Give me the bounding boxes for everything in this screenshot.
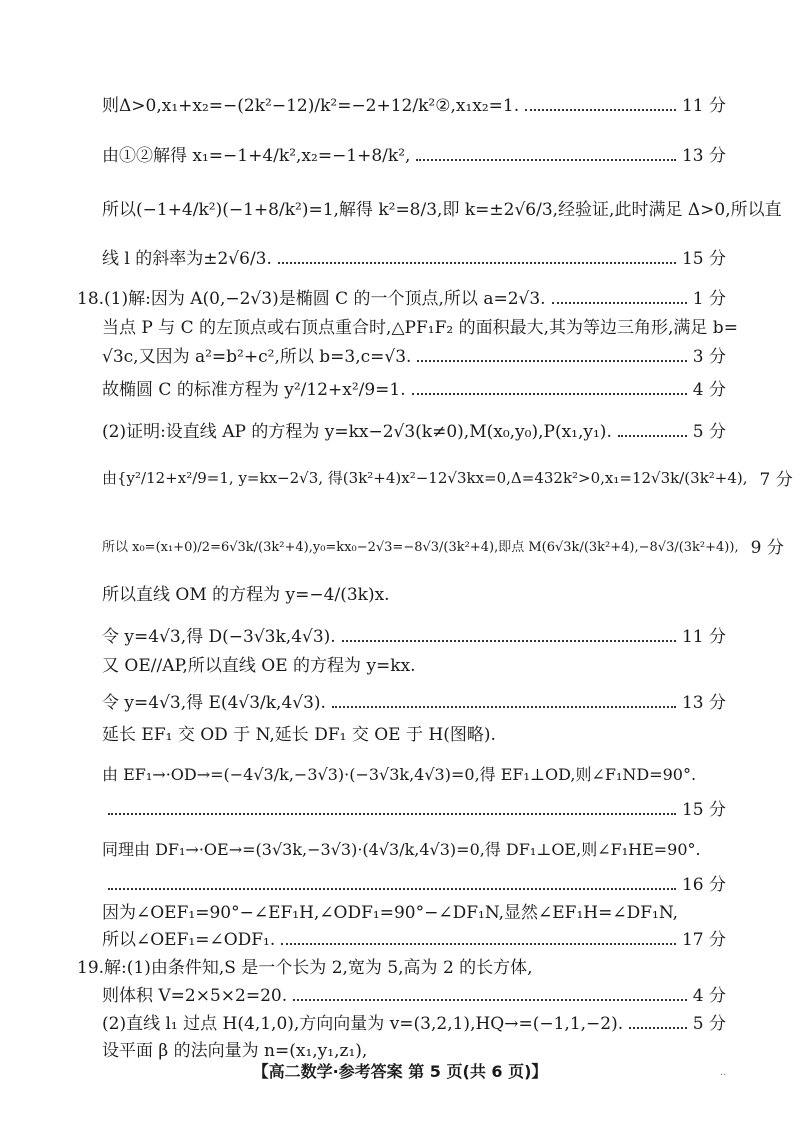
score-label: 15 分	[681, 800, 726, 820]
score-label: 5 分	[692, 1014, 726, 1034]
text-line-angles: 因为∠OEF₁=90°−∠EF₁H,∠ODF₁=90°−∠DF₁N,显然∠EF₁H=∠DF₁N,	[102, 903, 679, 923]
leader-dots	[417, 360, 686, 362]
leader-dots	[342, 640, 676, 642]
text-line-om: 所以直线 OM 的方程为 y=−4/(3k)x.	[102, 585, 390, 605]
leader-dots	[416, 159, 676, 161]
score-label: 13 分	[681, 146, 726, 166]
text-line-delta: 则Δ>0,x₁+x₂=−(2k²−12)/k²=−2+12/k²②,x₁x₂=1. 11 分	[102, 91, 726, 116]
text-line-point-m: 所以 x₀=(x₁+0)/2=6√3k/(3k²+4),y₀=kx₀−2√3=−8√3/(3k²+4),即点 M(6√3k/(3k²+4),−8√3/(3k²+4)), 9 分	[102, 533, 726, 558]
score-label: 15 分	[681, 249, 726, 269]
score-label: 9 分	[750, 538, 784, 558]
leader-dots	[332, 706, 676, 708]
leader-dots	[552, 302, 687, 304]
text-line-score-15	[102, 795, 726, 820]
text-line-extend: 延长 EF₁ 交 OD 于 N,延长 DF₁ 交 OE 于 H(图略).	[102, 725, 496, 745]
text-line-point-e: 令 y=4√3,得 E(4√3/k,4√3). 13 分	[102, 688, 726, 713]
text-line-point-d: 令 y=4√3,得 D(−3√3k,4√3). 11 分	[102, 622, 726, 647]
leader-dots	[278, 262, 676, 264]
text-line-solve-x: 由①②解得 x₁=−1+4/k²,x₂=−1+8/k², 13 分	[102, 141, 726, 166]
leader-dots	[629, 1027, 687, 1029]
text-line-solve-k: 所以(−1+4/k²)(−1+8/k²)=1,解得 k²=8/3,即 k=±2√6/3,经验证,此时满足 Δ>0,所以直	[102, 200, 782, 220]
text-line-perp-od: 由 EF₁→·OD→=(−4√3/k,−3√3)·(−3√3k,4√3)=0,得 EF₁⊥OD,则∠F₁ND=90°.	[102, 765, 697, 784]
q18-part1-line: 18.(1)解:因为 A(0,−2√3)是椭圆 C 的一个顶点,所以 a=2√3. 1 分	[77, 284, 726, 309]
corner-mark: ··	[720, 1070, 727, 1081]
score-label: 13 分	[681, 693, 726, 713]
q18-part2-line: (2)证明:设直线 AP 的方程为 y=kx−2√3(k≠0),M(x₀,y₀),P(x₁,y₁). 5 分	[102, 417, 726, 442]
score-label: 11 分	[681, 96, 726, 116]
score-label: 16 分	[681, 875, 726, 895]
score-label: 5 分	[692, 422, 726, 442]
leader-dots	[412, 393, 687, 395]
text-line-conclusion: 所以∠OEF₁=∠ODF₁. 17 分	[102, 925, 726, 950]
text-line-volume: 则体积 V=2×5×2=20. 4 分	[102, 981, 726, 1006]
text-line-bc: √3c,又因为 a²=b²+c²,所以 b=3,c=√3. 3 分	[102, 342, 726, 367]
q19-part2-line: (2)直线 l₁ 过点 H(4,1,0),方向向量为 v=(3,2,1),HQ→=(−1,1,−2). 5 分	[102, 1009, 726, 1034]
score-label: 4 分	[692, 380, 726, 400]
q19-part1-line: 19.解:(1)由条件知,S 是一个长为 2,宽为 5,高为 2 的长方体,	[77, 958, 533, 978]
score-label: 4 分	[692, 986, 726, 1006]
score-label: 17 分	[681, 930, 726, 950]
text-line-system: 由{y²/12+x²/9=1, y=kx−2√3, 得(3k²+4)x²−12√3kx=0,Δ=432k²>0,x₁=12√3k/(3k²+4), 7 分	[102, 465, 726, 490]
score-label: 11 分	[681, 627, 726, 647]
text-line-normal-vector: 设平面 β 的法向量为 n=(x₁,y₁,z₁),	[102, 1041, 368, 1061]
text-line-score-16	[102, 870, 726, 895]
leader-dots	[525, 109, 676, 111]
text-line-ellipse: 故椭圆 C 的标准方程为 y²/12+x²/9=1. 4 分	[102, 375, 726, 400]
text-line-triangle: 当点 P 与 C 的左顶点或右顶点重合时,△PF₁F₂ 的面积最大,其为等边三角形,满足 b=	[102, 318, 738, 338]
leader-dots	[281, 943, 676, 945]
text-line-slope: 线 l 的斜率为±2√6/3. 15 分	[102, 244, 726, 269]
text-line-oe: 又 OE//AP,所以直线 OE 的方程为 y=kx.	[102, 656, 416, 676]
leader-dots	[618, 435, 687, 437]
leader-dots	[108, 888, 676, 890]
page-footer: 【高二数学·参考答案 第 5 页(共 6 页)】	[252, 1062, 548, 1081]
score-label: 1 分	[692, 289, 726, 309]
score-label: 3 分	[692, 347, 726, 367]
score-label: 7 分	[759, 470, 793, 490]
leader-dots	[293, 999, 687, 1001]
text-line-perp-oe: 同理由 DF₁→·OE→=(3√3k,−3√3)·(4√3/k,4√3)=0,得 DF₁⊥OE,则∠F₁HE=90°.	[102, 840, 701, 859]
leader-dots	[108, 813, 676, 815]
